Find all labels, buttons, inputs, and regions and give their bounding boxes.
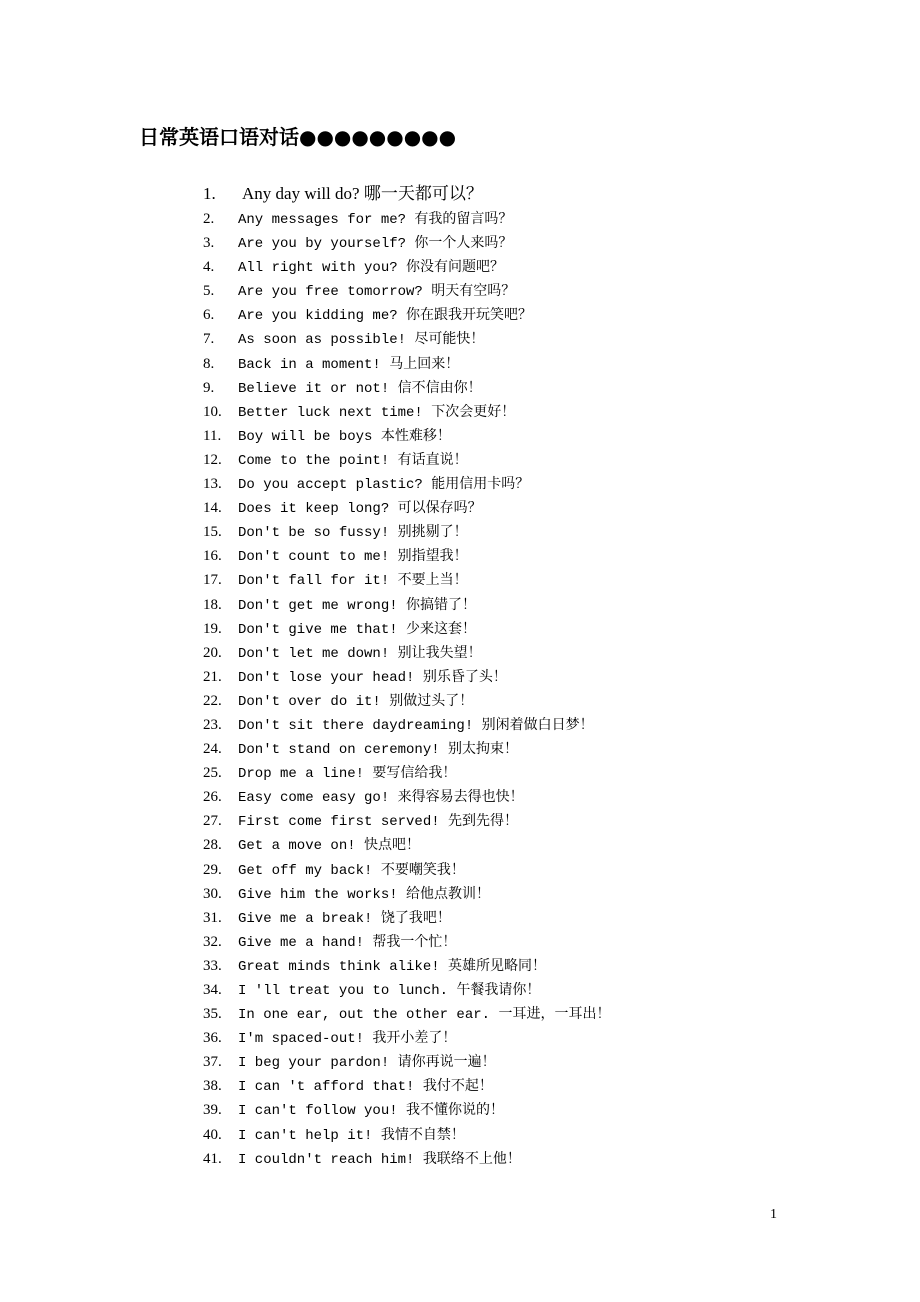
item-text: Does it keep long? 可以保存吗？ (238, 501, 482, 518)
item-text: Get off my back! 不要嘲笑我！ (238, 862, 465, 879)
item-text: Don't count to me! 别指望我！ (238, 549, 468, 566)
item-number: 39. (203, 1102, 222, 1119)
item-text: Any messages for me? 有我的留言吗？ (238, 212, 513, 228)
item-text: Better luck next time! 下次会更好！ (238, 404, 516, 421)
item-number: 9. (203, 379, 215, 396)
item-number: 30. (203, 885, 222, 902)
item-number: 31. (203, 909, 222, 926)
item-text: Don't stand on ceremony! 别太拘束！ (238, 742, 519, 759)
item-number: 15. (203, 524, 222, 541)
item-number: 38. (203, 1078, 222, 1095)
item-number: 26. (203, 789, 222, 806)
item-text: Drop me a line! 要写信给我！ (238, 766, 457, 783)
item-number: 33. (203, 957, 222, 974)
item-number: 34. (203, 982, 222, 998)
item-number: 24. (203, 741, 222, 758)
item-number: 36. (203, 1030, 222, 1047)
item-number: 3. (203, 235, 215, 252)
item-text: Come to the point! 有话直说！ (238, 452, 468, 469)
item-text: I beg your pardon! 请你再说一遍！ (238, 1055, 496, 1072)
list-item (203, 400, 610, 424)
item-number: 41. (203, 1150, 222, 1167)
item-number: 29. (203, 861, 222, 878)
item-number: 18. (203, 596, 222, 613)
item-number: 2. (203, 211, 215, 227)
item-text: Great minds think alike! 英雄所见略同！ (238, 958, 547, 975)
item-number: 22. (203, 692, 222, 709)
list-item (203, 882, 610, 906)
item-number: 17. (203, 572, 222, 589)
item-number: 14. (203, 500, 222, 517)
list-item (203, 930, 610, 954)
list-item (203, 568, 610, 592)
list-item (203, 858, 610, 882)
item-number: 5. (203, 283, 215, 300)
item-number: 12. (203, 451, 222, 468)
item-number: 16. (203, 548, 222, 565)
list-item (203, 1002, 610, 1026)
item-number: 8. (203, 355, 215, 372)
item-text: As soon as possible! 尽可能快！ (238, 332, 485, 349)
list-item (203, 544, 610, 568)
item-text: Believe it or not! 信不信由你！ (238, 380, 482, 397)
list-item (203, 1147, 610, 1171)
item-text: Are you kidding me? 你在跟我开玩笑吧？ (238, 308, 533, 325)
item-text: Are you free tomorrow? 明天有空吗？ (238, 284, 516, 301)
item-text: Don't lose your head! 别乐昏了头！ (238, 669, 507, 686)
list-item (203, 255, 610, 279)
item-number: 37. (203, 1054, 222, 1071)
list-item (203, 761, 610, 785)
list-item (203, 448, 610, 472)
list-item (203, 520, 610, 544)
item-number: 10. (203, 403, 222, 420)
item-number: 19. (203, 620, 222, 637)
item-text: Get a move on! 快点吧！ (238, 838, 421, 855)
item-text: Do you accept plastic? 能用信用卡吗？ (238, 477, 530, 494)
list-item (203, 617, 610, 641)
item-text: Easy come easy go! 来得容易去得也快！ (238, 790, 524, 807)
item-number: 23. (203, 716, 222, 733)
list-item (203, 207, 610, 231)
list-item (203, 737, 610, 761)
list-item (203, 641, 610, 665)
item-text: Back in a moment! 马上回来！ (238, 356, 460, 373)
list-item (203, 809, 610, 833)
list-item (203, 496, 610, 520)
list-item (203, 785, 610, 809)
list-item (203, 1098, 610, 1122)
item-text: I 'll treat you to lunch. 午餐我请你！ (238, 983, 541, 999)
list-item (203, 352, 610, 376)
item-text: Don't fall for it! 不要上当！ (238, 573, 468, 590)
item-text: Don't get me wrong! 你搞错了！ (238, 597, 477, 614)
item-number: 21. (203, 668, 222, 685)
list-item (203, 1074, 610, 1098)
list-item (203, 303, 610, 327)
list-item (203, 833, 610, 857)
list-item (203, 713, 610, 737)
item-text: I'm spaced-out! 我开小差了！ (238, 1031, 457, 1048)
item-text: Don't be so fussy! 别挑剔了！ (238, 525, 468, 542)
list-item (203, 665, 610, 689)
item-text: I can 't afford that! 我付不起！ (238, 1079, 493, 1096)
item-text: Don't sit there daydreaming! 别闲着做白日梦！ (238, 717, 594, 734)
item-number: 11. (203, 427, 222, 444)
list-item (203, 472, 610, 496)
document-title: 日常英语口语对话●●●●●●●●● (139, 125, 457, 149)
item-number: 28. (203, 837, 222, 854)
item-text: I couldn't reach him! 我联络不上他！ (238, 1151, 521, 1168)
item-number: 7. (203, 331, 215, 348)
list-item (203, 376, 610, 400)
item-number: 35. (203, 1006, 222, 1023)
list-item (203, 181, 610, 207)
list-item (203, 1123, 610, 1147)
item-text: Don't let me down! 别让我失望！ (238, 645, 482, 662)
item-number: 13. (203, 476, 222, 493)
list-item (203, 906, 610, 930)
item-text: All right with you? 你没有问题吧？ (238, 260, 505, 277)
item-number: 6. (203, 307, 215, 324)
item-text: Don't give me that! 少来这套！ (238, 621, 477, 638)
item-number: 4. (203, 259, 215, 276)
item-text: Any day will do? 哪一天都可以？ (242, 184, 483, 203)
item-number: 40. (203, 1126, 222, 1143)
item-text: Give me a break! 饶了我吧！ (238, 910, 451, 927)
item-number: 32. (203, 933, 222, 950)
list-item (203, 327, 610, 351)
list-item (203, 1050, 610, 1074)
item-number: 1. (203, 184, 216, 203)
list-item (203, 424, 610, 448)
item-text: Give me a hand! 帮我一个忙！ (238, 934, 457, 951)
item-text: Give him the works! 给他点教训！ (238, 886, 491, 903)
item-number: 27. (203, 813, 222, 830)
list-item (203, 1026, 610, 1050)
item-text: Don't over do it! 别做过头了！ (238, 693, 474, 710)
item-number: 25. (203, 765, 222, 782)
item-number: 20. (203, 644, 222, 661)
item-text: I can't help it! 我情不自禁！ (238, 1127, 465, 1144)
list-item (203, 978, 610, 1002)
list-item (203, 279, 610, 303)
item-text: In one ear, out the other ear. 一耳进，一耳出！ (238, 1007, 611, 1024)
list-item (203, 954, 610, 978)
page-number: 1 (770, 1207, 777, 1222)
list-item (203, 593, 610, 617)
list-item (203, 231, 610, 255)
item-text: I can't follow you! 我不懂你说的！ (238, 1103, 505, 1120)
item-text: Boy will be boys 本性难移！ (238, 428, 451, 445)
item-text: Are you by yourself? 你一个人来吗？ (238, 236, 513, 253)
phrase-list (203, 181, 610, 1171)
item-text: First come first served! 先到先得！ (238, 814, 519, 831)
list-item (203, 689, 610, 713)
